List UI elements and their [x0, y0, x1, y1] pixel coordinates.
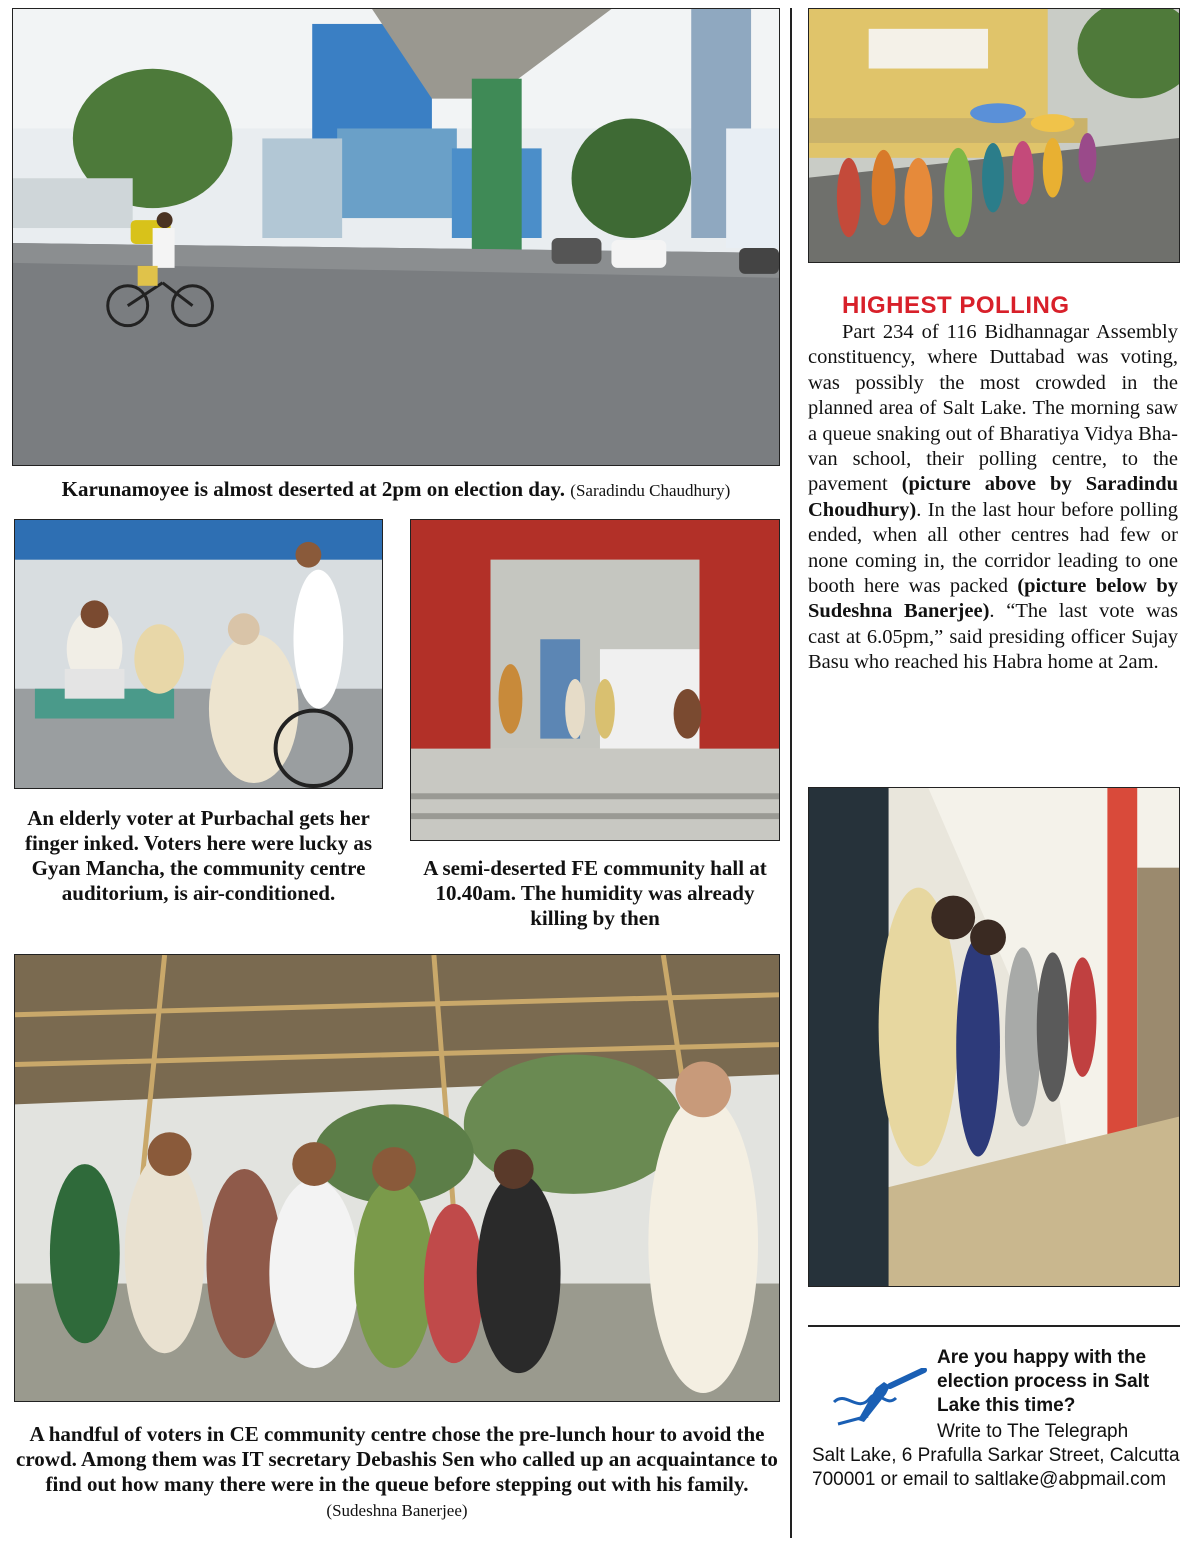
story-text: . In the last hour before polling ended, when all other centres had few or none coming in, the corridor leading to one booth here was packed [808, 498, 1178, 598]
photo-corridor-queue [808, 787, 1180, 1287]
caption-ce-queue [14, 1422, 780, 1523]
story-text: . “The last vote was cast at 6.05pm,” said presiding officer Sujay Basu who reached his Habra home at 2am. [808, 600, 1178, 674]
photo-karunamoyee [12, 8, 780, 466]
cta-question: Are you happy with the election process in Salt Lake this time? [937, 1347, 1150, 1416]
caption-karunamoyee [12, 477, 780, 503]
photo-credit: (Sudeshna Banerjee) [326, 1501, 468, 1520]
photo-ce-community-queue [14, 954, 780, 1402]
story-photo-credit: (picture below by Sudeshna Banerjee) [808, 575, 1178, 623]
story-photo-credit: (picture above by Saradindu Choudhury) [808, 473, 1178, 521]
story-text: Part 234 of 116 Bidhannagar Assembly constituency, where Duttabad was voting, was possibly the most crowded in the planned area of Salt Lake. The morning saw a queue snaking out of Bharatiya Vidya Bhavan school, their polling centre, to the pavement [808, 321, 1178, 496]
caption-text: A handful of voters in CE community centre chose the pre-lunch hour to avoid the crowd. Among them was IT secretary Debashis Sen who called up an acquaintance to find out how many there were in the queue before stepping out with his family. [16, 1422, 778, 1496]
story-headline: HIGHEST POLLING [842, 292, 1070, 319]
caption-text: Karunamoyee is almost deserted at 2pm on election day. [61, 477, 566, 501]
column-divider [790, 8, 792, 1538]
cta-divider [808, 1325, 1180, 1327]
photo-purbachal-voter [14, 519, 383, 789]
photo-bharatiya-vidya-bhavan-queue [808, 8, 1180, 263]
caption-text: An elderly voter at Purbachal gets her finger inked. Voters here were lucky as Gyan Mancha, the community centre auditorium, is air-conditioned. [24, 806, 373, 905]
caption-text: A semi-deserted FE community hall at 10.40am. The humidity was already killing by then [423, 856, 767, 930]
caption-purbachal [14, 806, 383, 906]
story-body [808, 320, 1178, 676]
caption-fe-hall [410, 856, 780, 931]
photo-credit: (Saradindu Chaudhury) [570, 481, 731, 500]
pen-writing-icon [828, 1368, 928, 1426]
cta-write-to: Write to The Telegraph [937, 1421, 1129, 1442]
cta-address: Salt Lake, 6 Prafulla Sarkar Street, Calcutta 700001 or email to saltlake@abpmail.com [812, 1445, 1180, 1490]
photo-fe-community-hall [410, 519, 780, 841]
